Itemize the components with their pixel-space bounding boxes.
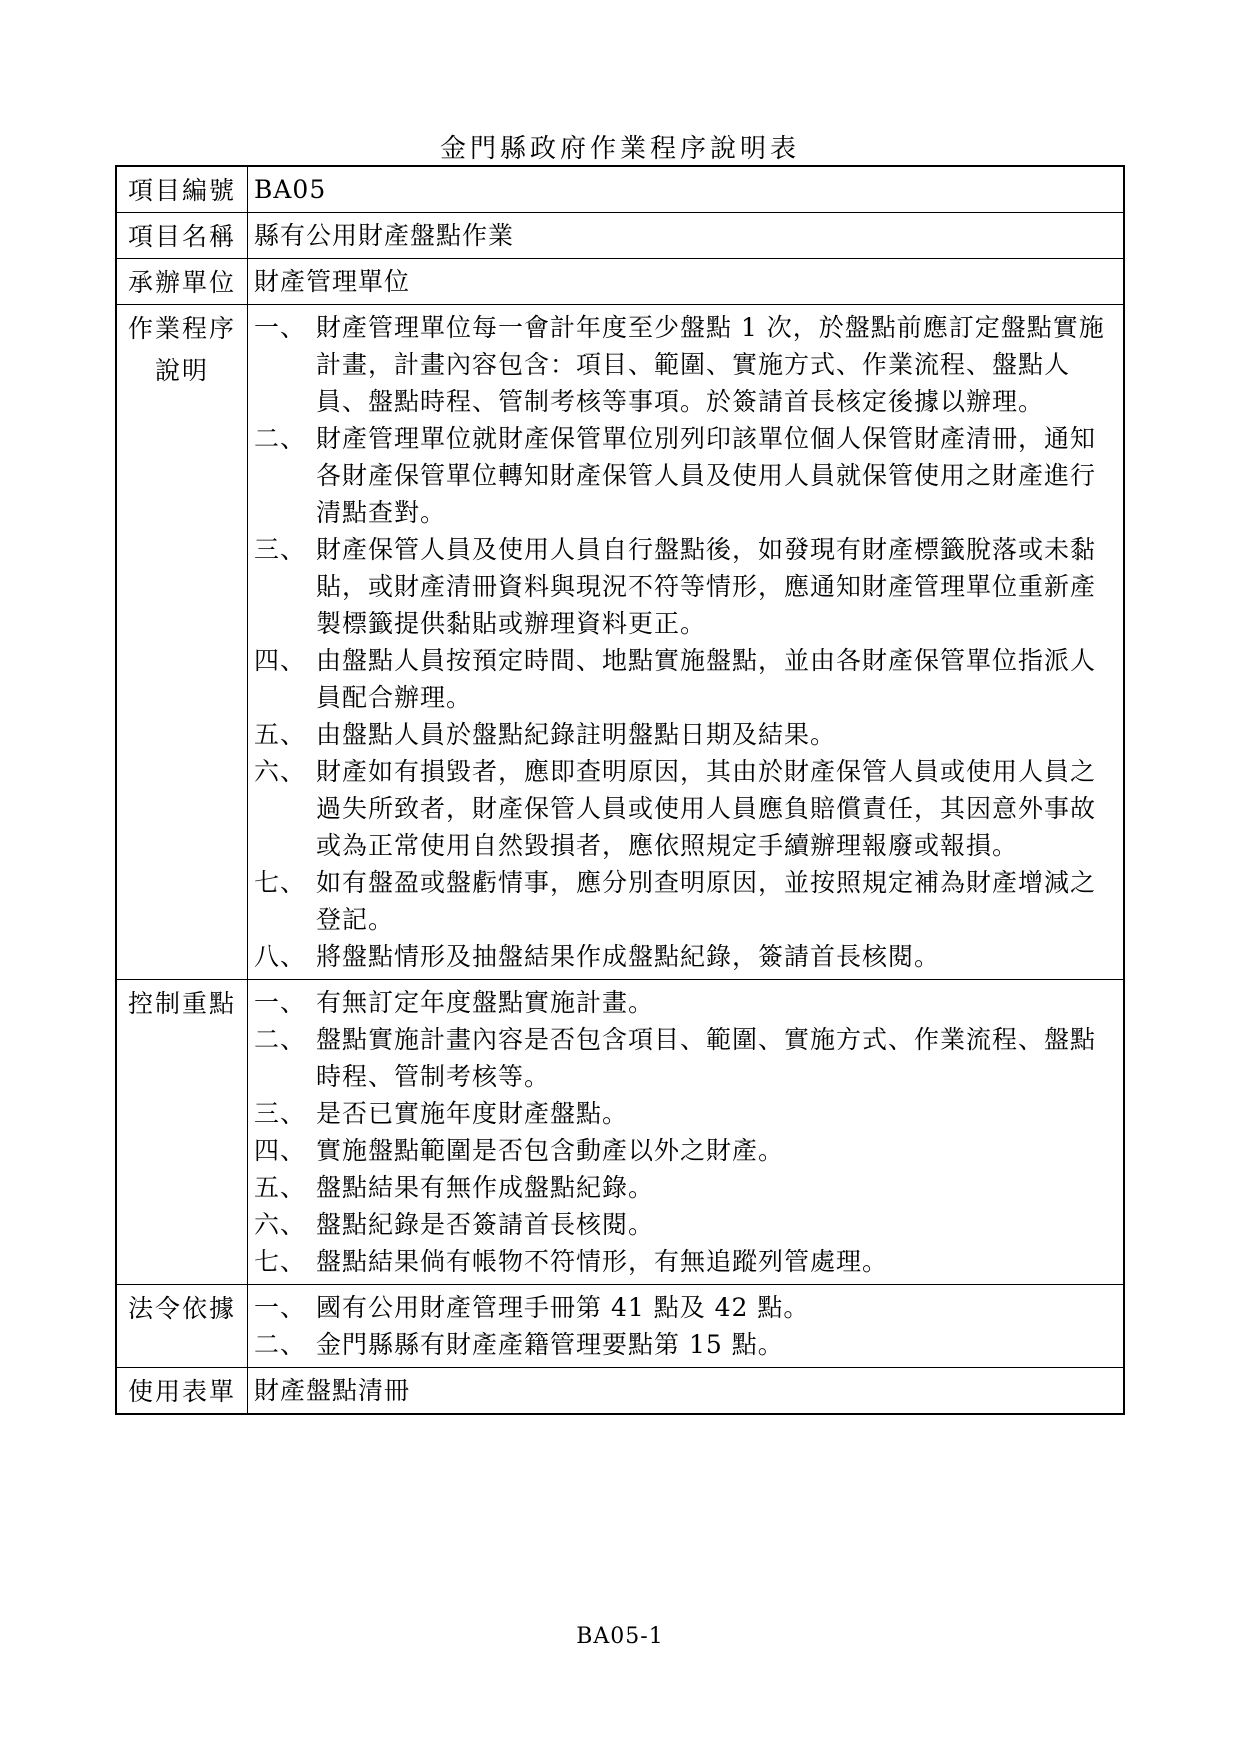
handling-unit-label: 承辦單位	[116, 259, 248, 305]
basis-text: 金門縣縣有財產產籍管理要點第 15 點。	[316, 1330, 784, 1359]
step-num: 五、	[254, 720, 307, 749]
legal-basis-label: 法令依據	[116, 1285, 248, 1368]
procedure-step-5	[254, 716, 1117, 753]
procedure-step-8	[254, 938, 1117, 975]
item-name-value: 縣有公用財產盤點作業	[248, 213, 1125, 259]
step-text: 財產管理單位每一會計年度至少盤點 1 次，於盤點前應訂定盤點實施計畫，計畫內容包含：項目、範圍、實施方式、作業流程、盤點人員、盤點時程、管制考核等事項。於簽請首長核定後據以辦理。	[316, 313, 1105, 416]
basis-text: 國有公用財產管理手冊第 41 點及 42 點。	[316, 1293, 810, 1322]
point-text: 盤點紀錄是否簽請首長核閱。	[316, 1210, 655, 1239]
point-num: 七、	[254, 1247, 307, 1276]
procedure-step-1	[254, 309, 1117, 420]
item-name-label: 項目名稱	[116, 213, 248, 259]
control-point-1	[254, 984, 1117, 1021]
step-num: 三、	[254, 535, 307, 564]
item-id-label: 項目編號	[116, 166, 248, 213]
step-num: 八、	[254, 942, 307, 971]
procedure-step-3	[254, 531, 1117, 642]
step-text: 財產如有損毀者，應即查明原因，其由於財產保管人員或使用人員之過失所致者，財產保管人員或使用人員應負賠償責任，其因意外事故或為正常使用自然毀損者，應依照規定手續辦理報廢或報損。	[316, 757, 1097, 860]
procedure-step-7	[254, 864, 1117, 938]
point-text: 盤點結果倘有帳物不符情形，有無追蹤列管處理。	[316, 1247, 889, 1276]
point-num: 一、	[254, 988, 307, 1017]
page-footer: BA05-1	[576, 1624, 664, 1649]
point-num: 二、	[254, 1025, 307, 1054]
step-num: 一、	[254, 313, 307, 342]
point-num: 四、	[254, 1136, 307, 1165]
step-num: 六、	[254, 757, 307, 786]
step-text: 將盤點情形及抽盤結果作成盤點紀錄，簽請首長核閱。	[316, 942, 941, 971]
control-point-5	[254, 1169, 1117, 1206]
page-title: 金門縣政府作業程序說明表	[439, 134, 800, 164]
control-points-label: 控制重點	[116, 980, 248, 1285]
point-text: 是否已實施年度財產盤點。	[316, 1099, 629, 1128]
point-text: 實施盤點範圍是否包含動產以外之財產。	[316, 1136, 785, 1165]
step-text: 由盤點人員於盤點紀錄註明盤點日期及結果。	[316, 720, 837, 749]
procedure-step-2	[254, 420, 1117, 531]
handling-unit-value: 財產管理單位	[248, 259, 1125, 305]
step-text: 如有盤盈或盤虧情事，應分別查明原因，並按照規定補為財產增減之登記。	[316, 868, 1097, 934]
control-point-2	[254, 1021, 1117, 1095]
step-text: 財產保管人員及使用人員自行盤點後，如發現有財產標籤脫落或未黏貼，或財產清冊資料與現況不符等情形，應通知財產管理單位重新產製標籤提供黏貼或辦理資料更正。	[316, 535, 1097, 638]
control-points-container	[248, 980, 1125, 1285]
procedure-step-6	[254, 753, 1117, 864]
item-id-value: BA05	[248, 166, 1125, 213]
control-point-7	[254, 1243, 1117, 1280]
legal-basis-2	[254, 1326, 1117, 1363]
basis-num: 一、	[254, 1293, 307, 1322]
procedure-label-line1: 作業程序	[127, 314, 236, 343]
step-num: 七、	[254, 868, 307, 897]
procedure-label	[116, 305, 248, 980]
step-num: 二、	[254, 424, 307, 453]
procedure-table	[115, 165, 1125, 1415]
point-num: 五、	[254, 1173, 307, 1202]
control-point-6	[254, 1206, 1117, 1243]
step-num: 四、	[254, 646, 307, 675]
forms-value: 財產盤點清冊	[248, 1368, 1125, 1415]
forms-label: 使用表單	[116, 1368, 248, 1415]
point-text: 盤點結果有無作成盤點紀錄。	[316, 1173, 655, 1202]
legal-basis-1	[254, 1289, 1117, 1326]
point-num: 三、	[254, 1099, 307, 1128]
procedure-steps-container	[248, 305, 1125, 980]
control-point-4	[254, 1132, 1117, 1169]
point-text: 有無訂定年度盤點實施計畫。	[316, 988, 655, 1017]
point-num: 六、	[254, 1210, 307, 1239]
point-text: 盤點實施計畫內容是否包含項目、範圍、實施方式、作業流程、盤點時程、管制考核等。	[316, 1025, 1097, 1091]
step-text: 財產管理單位就財產保管單位別列印該單位個人保管財產清冊，通知各財產保管單位轉知財產保管人員及使用人員就保管使用之財產進行清點查對。	[316, 424, 1097, 527]
legal-basis-container	[248, 1285, 1125, 1368]
control-point-3	[254, 1095, 1117, 1132]
step-text: 由盤點人員按預定時間、地點實施盤點，並由各財產保管單位指派人員配合辦理。	[316, 646, 1097, 712]
procedure-label-line2: 說明	[154, 356, 209, 385]
procedure-step-4	[254, 642, 1117, 716]
basis-num: 二、	[254, 1330, 307, 1359]
